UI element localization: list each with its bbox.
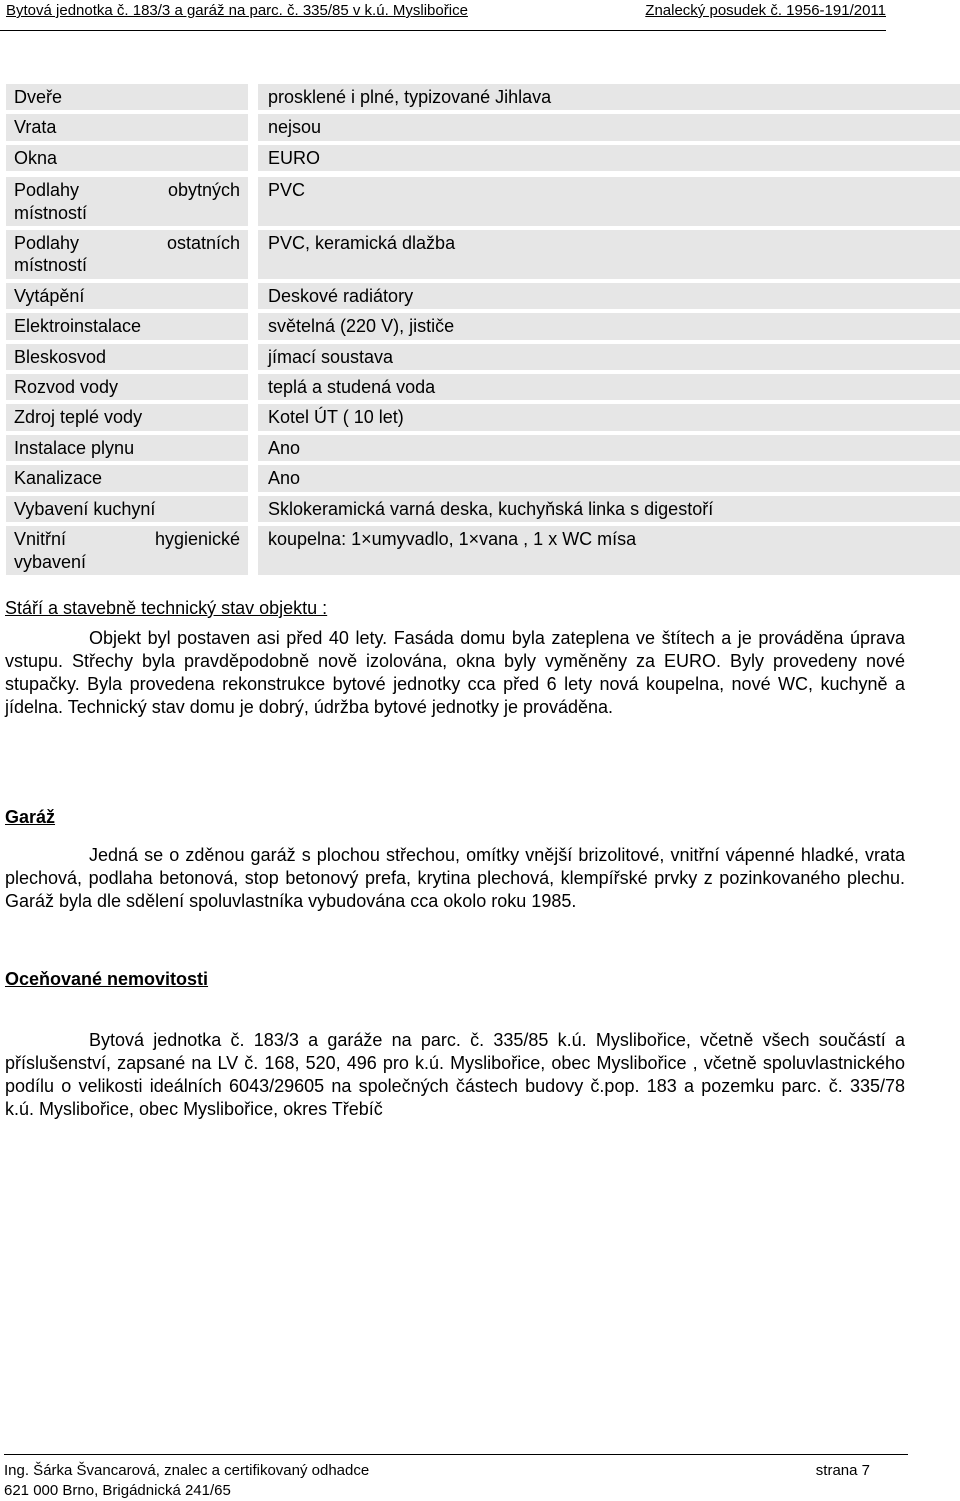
row-value: světelná (220 V), jističe	[258, 313, 960, 339]
row-value: Deskové radiátory	[258, 283, 960, 309]
table-row	[6, 465, 960, 491]
valued-text: Bytová jednotka č. 183/3 a garáže na parc. č. 335/85 k.ú. Myslibořice, včetně všech součástí a příslušenství, zapsané na LV č. 168, 520, 496 pro k.ú. Myslibořice, obec Myslibořice , včetně spoluvlastnického podílu o velikosti ideálních 6043/29605 na společných částech budovy č.pop. 183 a pozemku parc. č. 335/78 k.ú. Myslibořice, obec Myslibořice, okres Třebíč	[5, 1030, 905, 1119]
row-label: Vrata	[6, 114, 248, 140]
valued-heading: Oceňované nemovitosti	[5, 969, 209, 989]
row-label-part: ostatních	[166, 233, 240, 254]
row-value: EURO	[258, 145, 960, 171]
table-row	[6, 84, 960, 110]
table-row	[6, 177, 960, 226]
row-label: Rozvod vody	[6, 374, 248, 400]
row-label	[6, 526, 248, 575]
row-label: Bleskosvod	[6, 344, 248, 370]
row-label-part: místností	[14, 255, 88, 276]
row-value: Ano	[258, 435, 960, 461]
row-value: jímací soustava	[258, 344, 960, 370]
table-row	[6, 114, 960, 140]
row-value: nejsou	[258, 114, 960, 140]
row-label-part: vybavení	[14, 551, 87, 572]
row-label: Kanalizace	[6, 465, 248, 491]
row-label-part: místností	[14, 202, 88, 223]
footer-author: Ing. Šárka Švancarová, znalec a certifikovaný odhadce	[4, 1462, 370, 1479]
table-row	[6, 230, 960, 279]
row-value: teplá a studená voda	[258, 374, 960, 400]
table-row	[6, 404, 960, 430]
properties-table	[6, 84, 960, 579]
header-report-number: Znalecký posudek č. 1956-191/2011	[645, 2, 886, 19]
row-value: PVC, keramická dlažba	[258, 230, 960, 279]
garage-text: Jedná se o zděnou garáž s plochou střechou, omítky vnější brizolitové, vnitřní vápenné hladké, vrata plechová, podlaha betonová, stop betonový prefa, krytina plechová, klempířské prvky z pozinkovaného plechu. Garáž byla dle sdělení spoluvlastníka vybudována cca okolo roku 1985.	[5, 845, 905, 911]
garage-section	[5, 806, 905, 913]
row-label: Vybavení kuchyní	[6, 496, 248, 522]
row-label-part: Vnitřní	[14, 529, 67, 550]
page-footer	[4, 1454, 908, 1501]
row-label: Dveře	[6, 84, 248, 110]
age-heading: Stáří a stavebně technický stav objektu :	[5, 598, 328, 618]
age-section	[5, 597, 905, 719]
row-label-part: Podlahy	[14, 233, 80, 254]
header-title: Bytová jednotka č. 183/3 a garáž na parc. č. 335/85 v k.ú. Myslibořice	[6, 2, 468, 19]
table-row	[6, 283, 960, 309]
table-row	[6, 344, 960, 370]
row-value: Kotel ÚT ( 10 let)	[258, 404, 960, 430]
table-row	[6, 435, 960, 461]
footer-page-number: strana 7	[815, 1462, 870, 1479]
table-row	[6, 496, 960, 522]
row-label: Vytápění	[6, 283, 248, 309]
row-label: Okna	[6, 145, 248, 171]
row-value: PVC	[258, 177, 960, 226]
row-label: Elektroinstalace	[6, 313, 248, 339]
row-label	[6, 230, 248, 279]
footer-address: 621 000 Brno, Brigádnická 241/65	[4, 1482, 231, 1499]
row-label: Instalace plynu	[6, 435, 248, 461]
table-row	[6, 526, 960, 575]
row-label-part: hygienické	[154, 529, 240, 550]
row-value: prosklené i plné, typizované Jihlava	[258, 84, 960, 110]
row-value: Ano	[258, 465, 960, 491]
garage-heading: Garáž	[5, 807, 56, 827]
row-value: koupelna: 1×umyvadlo, 1×vana , 1 x WC mísa	[258, 526, 960, 575]
row-label: Zdroj teplé vody	[6, 404, 248, 430]
valued-property-section	[5, 968, 905, 1121]
row-label-part: obytných	[167, 180, 240, 201]
table-row	[6, 145, 960, 171]
row-value: Sklokeramická varná deska, kuchyňská linka s digestoří	[258, 496, 960, 522]
age-text: Objekt byl postaven asi před 40 lety. Fasáda domu byla zateplena ve štítech a je prováděna úprava vstupu. Střechy byla pravděpodobně nově izolována, okna byly vyměněny za EURO. Byly provedeny nové stupačky. Byla provedena rekonstrukce bytové jednotky cca před 6 lety nová koupelna, nové WC, kuchyně a jídelna. Technický stav domu je dobrý, údržba bytové jednotky je prováděna.	[5, 628, 905, 717]
table-row	[6, 313, 960, 339]
row-label	[6, 177, 248, 226]
page-header	[0, 0, 886, 31]
table-row	[6, 374, 960, 400]
row-label-part: Podlahy	[14, 180, 80, 201]
